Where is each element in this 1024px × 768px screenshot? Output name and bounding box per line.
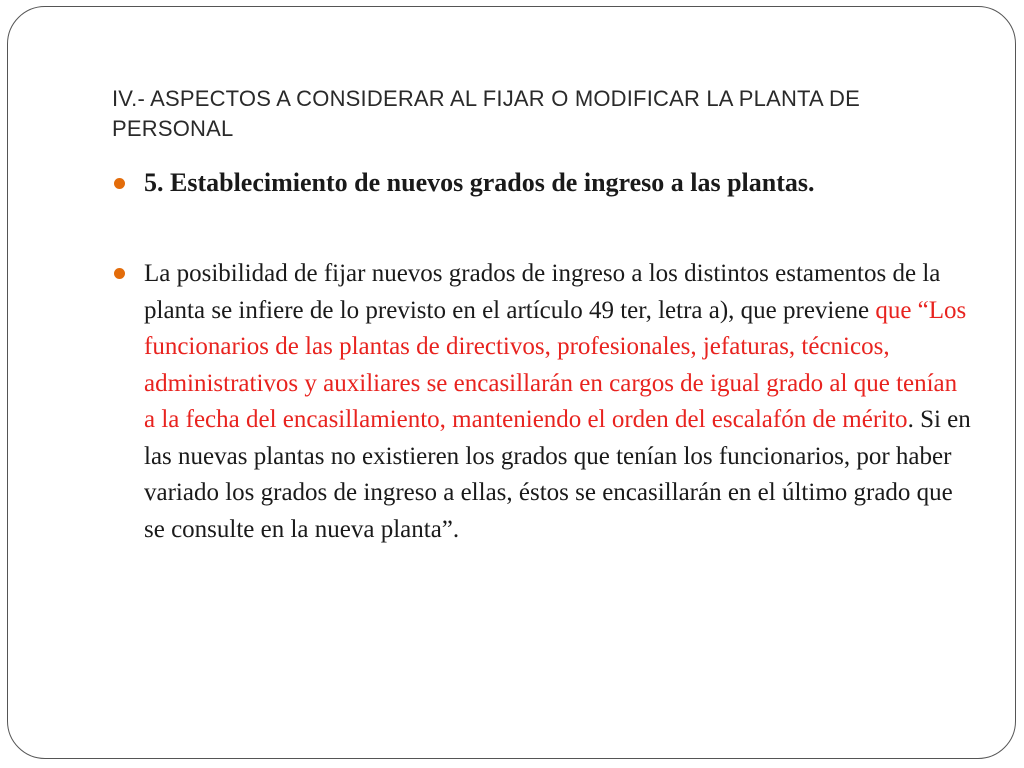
slide-body (112, 166, 972, 548)
bullet-icon (114, 268, 125, 279)
bullet-item-heading (112, 166, 972, 200)
bullet-heading-text: 5. Establecimiento de nuevos grados de ingreso a las plantas. (144, 168, 815, 197)
bullet-icon (114, 178, 125, 189)
paragraph-quote-highlight: que “Los funcionarios de las plantas de directivos, profesionales, jefaturas, técnicos, administrativos y auxiliares se encasillarán en cargos de igual grado al que tenían a la fecha del encasillamiento, manteniendo el orden del escalafón de mérito (144, 296, 967, 433)
paragraph-text-after: . Si en las nuevas plantas no existieren los grados que tenían los funcionarios, por haber variado los grados de ingreso a ellas, éstos se encasillarán en el último grado que se consulte en la nueva planta”. (144, 406, 971, 543)
slide-title: IV.- ASPECTOS A CONSIDERAR AL FIJAR O MODIFICAR LA PLANTA DE PERSONAL (112, 86, 860, 141)
bullet-item-paragraph (112, 256, 972, 548)
paragraph-text-before: La posibilidad de fijar nuevos grados de ingreso a los distintos estamentos de la planta se infiere de lo previsto en el artículo 49 ter, letra a), que previene (144, 260, 941, 324)
